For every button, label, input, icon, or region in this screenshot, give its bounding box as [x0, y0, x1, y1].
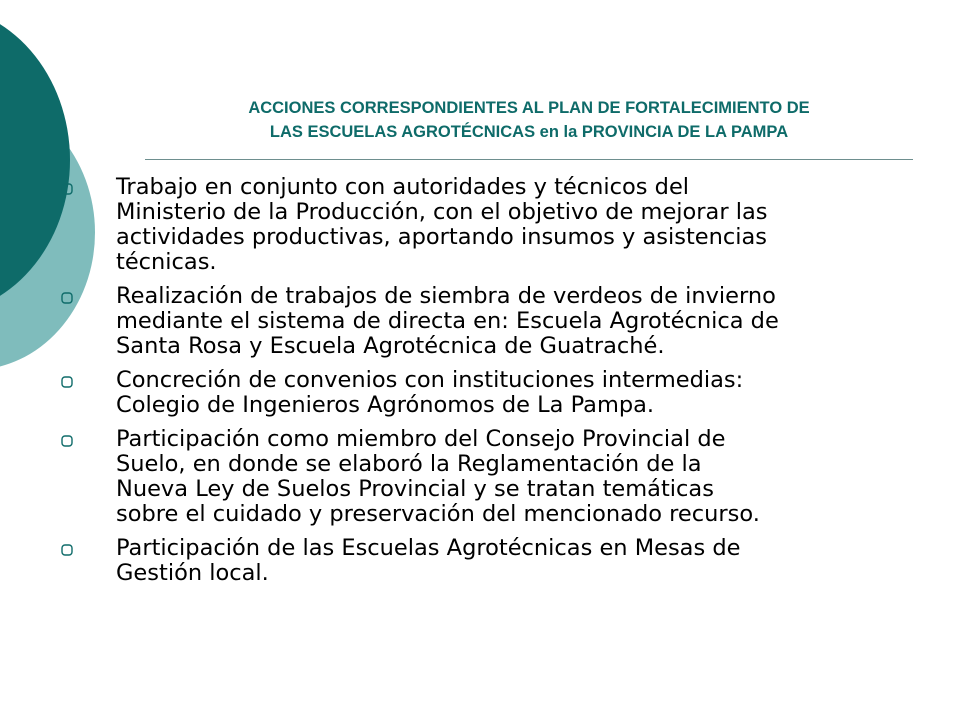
bullet-text-line: Gestión local.	[116, 560, 269, 586]
bullet-text-line: Suelo, en donde se elaboró la Reglamentación de la	[116, 451, 702, 477]
slide-title-line-1: ACCIONES CORRESPONDIENTES AL PLAN DE FORTALECIMIENTO DE	[248, 99, 810, 117]
square-ring-bullet-icon	[61, 435, 73, 447]
bullet-text-line: Trabajo en conjunto con autoridades y técnicos del	[116, 174, 690, 200]
bullet-text-line: mediante el sistema de directa en: Escuela Agrotécnica de	[116, 308, 779, 334]
bullet-text-line: Participación de las Escuelas Agrotécnicas en Mesas de	[116, 535, 741, 561]
square-ring-bullet-icon	[61, 292, 73, 304]
bullet-text-line: Concreción de convenios con instituciones intermedias:	[116, 367, 744, 393]
title-divider	[145, 159, 913, 160]
bullet-item	[55, 368, 915, 418]
bullet-list	[55, 175, 915, 595]
slide-title	[145, 96, 913, 144]
bullet-item	[55, 427, 915, 527]
bullet-text-line: Nueva Ley de Suelos Provincial y se tratan temáticas	[116, 476, 714, 502]
square-ring-bullet-icon	[61, 183, 73, 195]
slide-title-line-2: LAS ESCUELAS AGROTÉCNICAS en la PROVINCIA DE LA PAMPA	[269, 123, 789, 141]
bullet-text-line: sobre el cuidado y preservación del mencionado recurso.	[116, 501, 760, 527]
square-ring-bullet-icon	[61, 544, 73, 556]
bullet-text-line: Realización de trabajos de siembra de verdeos de invierno	[116, 283, 776, 309]
bullet-text-line: Participación como miembro del Consejo Provincial de	[116, 426, 726, 452]
bullet-text-line: técnicas.	[116, 249, 217, 275]
bullet-item	[55, 175, 915, 275]
bullet-text-line: Santa Rosa y Escuela Agrotécnica de Guatraché.	[116, 333, 665, 359]
bullet-item	[55, 284, 915, 359]
bullet-text-line: Colegio de Ingenieros Agrónomos de La Pampa.	[116, 392, 655, 418]
square-ring-bullet-icon	[61, 376, 73, 388]
bullet-text-line: Ministerio de la Producción, con el objetivo de mejorar las	[116, 199, 768, 225]
bullet-item	[55, 536, 915, 586]
bullet-text-line: actividades productivas, aportando insumos y asistencias	[116, 224, 768, 250]
